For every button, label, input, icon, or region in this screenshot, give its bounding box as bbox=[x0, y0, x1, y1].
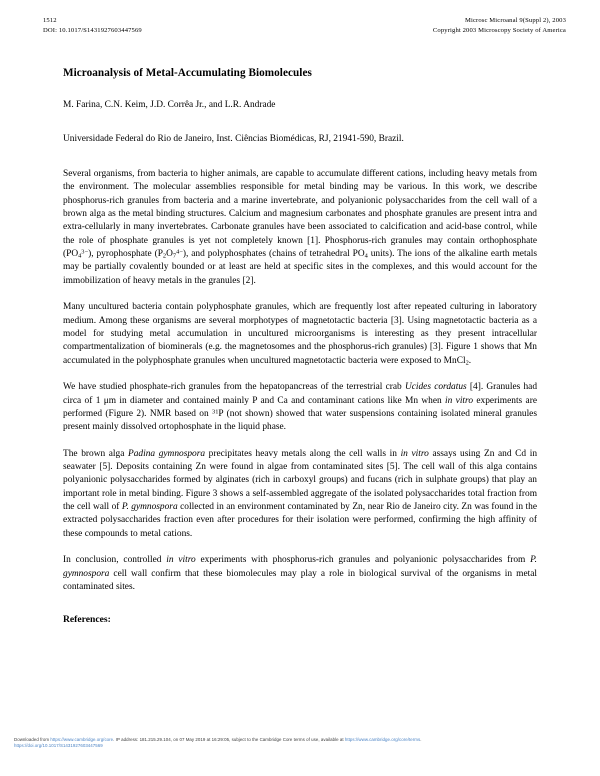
p1-po4-charge: 3− bbox=[81, 248, 89, 256]
page-number: 1512 bbox=[43, 17, 57, 24]
author-affiliation: Universidade Federal do Rio de Janeiro, Inst. Ciências Biomédicas, RJ, 21941-590, Brazil. bbox=[63, 134, 404, 144]
p1-p2o7-oxygen: O bbox=[166, 249, 173, 260]
running-head-right bbox=[433, 16, 566, 36]
paragraph-1 bbox=[63, 168, 537, 288]
watermark-prefix: Downloaded from bbox=[14, 737, 51, 742]
p4-species-name: Padina gymnospora bbox=[128, 448, 206, 459]
doi-line: DOI: 10.1017/S1431927603447569 bbox=[43, 27, 142, 34]
p1-p2o7-subscript-1: 2 bbox=[162, 252, 167, 260]
p2-mncl2-subscript: 2 bbox=[465, 359, 469, 367]
p1-text-d: units). The ions of the alkaline earth metals may be partially covalently bounded or at least are held at specific sites in the complexes, and this would account for the immobilization of heavy metals in the granules [2]. bbox=[63, 249, 537, 286]
p3-phosphorus-31-superscript: 31 bbox=[212, 408, 219, 416]
p4-text-a: The brown alga bbox=[63, 448, 128, 459]
article-column bbox=[63, 66, 537, 626]
article-title: Microanalysis of Metal-Accumulating Biomolecules bbox=[63, 67, 312, 79]
p1-po4-subscript-2: 4 bbox=[364, 252, 368, 260]
p5-text-c: cell wall confirm that these biomolecules may play a role in biological survival of the organisms in metal contaminated sites. bbox=[63, 568, 537, 593]
p3-text-a: We have studied phosphate-rich granules from the hepatopancreas of the terrestrial crab bbox=[63, 382, 405, 393]
journal-citation: Microsc Microanal 9(Suppl 2), 2003 bbox=[465, 17, 566, 24]
paragraph-5-conclusion bbox=[63, 554, 537, 594]
watermark-core-link[interactable]: https://www.cambridge.org/core bbox=[50, 737, 114, 742]
p3-species-name: Ucides cordatus bbox=[404, 382, 467, 393]
p1-p2o7-charge: 4− bbox=[176, 248, 183, 256]
p1-p2o7-subscript-2: 7 bbox=[172, 252, 177, 260]
p1-text-c: ), and polyphosphates (chains of tetrahedral PO bbox=[182, 249, 365, 260]
copyright-line: Copyright 2003 Microscopy Society of America bbox=[432, 27, 566, 34]
paragraph-3 bbox=[63, 381, 537, 434]
p4-species-abbrev: P. gymnospora bbox=[121, 502, 178, 513]
p3-text-c: experiments are performed (Figure 2). NMR based on bbox=[63, 395, 537, 419]
paragraph-2 bbox=[63, 301, 537, 368]
running-head bbox=[43, 16, 566, 36]
p2-text-a: Many uncultured bacteria contain polyphosphate granules, which are frequently lost after repeated culturing in laboratory medium. Among these organisms are several morphotypes of magnetotactic bacteria [3]. Using magnetotactic bacteria as a model for studying metal accumulation in uncultured microorganisms is interesting as they present intracellular compartmentalization of biominerals (e.g. the magnetosomes and the phosphorus-rich granules) [3]. Figure 1 shows that Mn accumulated in the polyphosphate granules when uncultured magnetotactic bacteria were exposed to MnCl bbox=[63, 302, 537, 366]
p5-species-abbrev: P. gymnospora bbox=[63, 555, 537, 579]
p4-italic-in-vitro: in vitro bbox=[400, 448, 429, 459]
p3-text-b: [4]. Granules had circa of 1 μm in diameter and contained mainly P and Ca and contaminant cations like Mn when bbox=[63, 382, 538, 406]
p2-text-b: . bbox=[468, 355, 472, 366]
watermark-middle: . IP address: 181.215.29.104, on 07 May 2019 at 16:29:05, subject to the Cambridge Core terms of use, available at bbox=[113, 737, 345, 742]
p5-text-b: experiments with phosphorus-rich granules and polyanionic polysaccharides from bbox=[195, 555, 531, 566]
p4-text-c: assays using Zn and Cd in seawater [5]. Deposits containing Zn were found in algae from contaminated sites [5]. The cell wall of this alga contains polyanionic polysaccharides formed by alginates (rich in carboxyl groups) and fucans (rich in sulphate groups) that play an important role in metal binding. Figure 3 shows a self-assembled aggregate of the isolated polysaccharides total fraction from the cell wall of bbox=[63, 448, 538, 513]
running-head-left bbox=[43, 16, 142, 36]
p1-text-b: ), pyrophosphate (P bbox=[88, 249, 163, 260]
paragraph-4 bbox=[63, 448, 537, 541]
p3-text-d: P (not shown) showed that water suspensions containing isolated mineral granules present mainly dissolved ortophosphate in the liquid phase. bbox=[63, 408, 537, 433]
watermark-terms-link[interactable]: https://www.cambridge.org/core/terms bbox=[344, 737, 421, 742]
watermark-doi-link[interactable]: https://doi.org/10.1017/S1431927603447569 bbox=[14, 743, 103, 749]
author-list: M. Farina, C.N. Keim, J.D. Corrêa Jr., and L.R. Andrade bbox=[63, 100, 276, 110]
p5-italic-in-vitro: in vitro bbox=[166, 555, 196, 566]
p4-text-d: collected in an environment contaminated by Zn, near Rio de Janeiro city. Zn was found in the extracted polysaccharides fraction even after procedures for their isolation were performed, confirming the high affinity of these compounds to metal cations. bbox=[63, 502, 538, 539]
p1-po4-subscript: 4 bbox=[78, 252, 82, 260]
references-heading: References: bbox=[63, 614, 111, 626]
download-watermark bbox=[14, 737, 589, 749]
p5-text-a: In conclusion, controlled bbox=[63, 555, 167, 566]
p1-text-a: Several organisms, from bacteria to higher animals, are capable to accumulate different cations, including heavy metals from the environment. The molecular assemblies responsible for metal binding may be various. In this work, we describe phosphorus-rich granules from bacteria and a marine invertebrate, and polyanionic polysaccharides from the cell wall of a brown alga as the metal binding structures. Calcium and magnesium carbonates and phosphate granules are present intra and extra-cellularly in many invertebrates. Carbonate granules have been associated to calcification and acid-base control, while the role of phosphate granules is yet not completely known [1]. Phosphorus-rich granules may contain orthophosphate (PO bbox=[63, 169, 537, 260]
watermark-suffix: . bbox=[420, 737, 422, 742]
p3-italic-in-vitro: in vitro bbox=[445, 395, 474, 406]
p4-text-b: precipitates heavy metals along the cell walls in bbox=[205, 448, 401, 459]
